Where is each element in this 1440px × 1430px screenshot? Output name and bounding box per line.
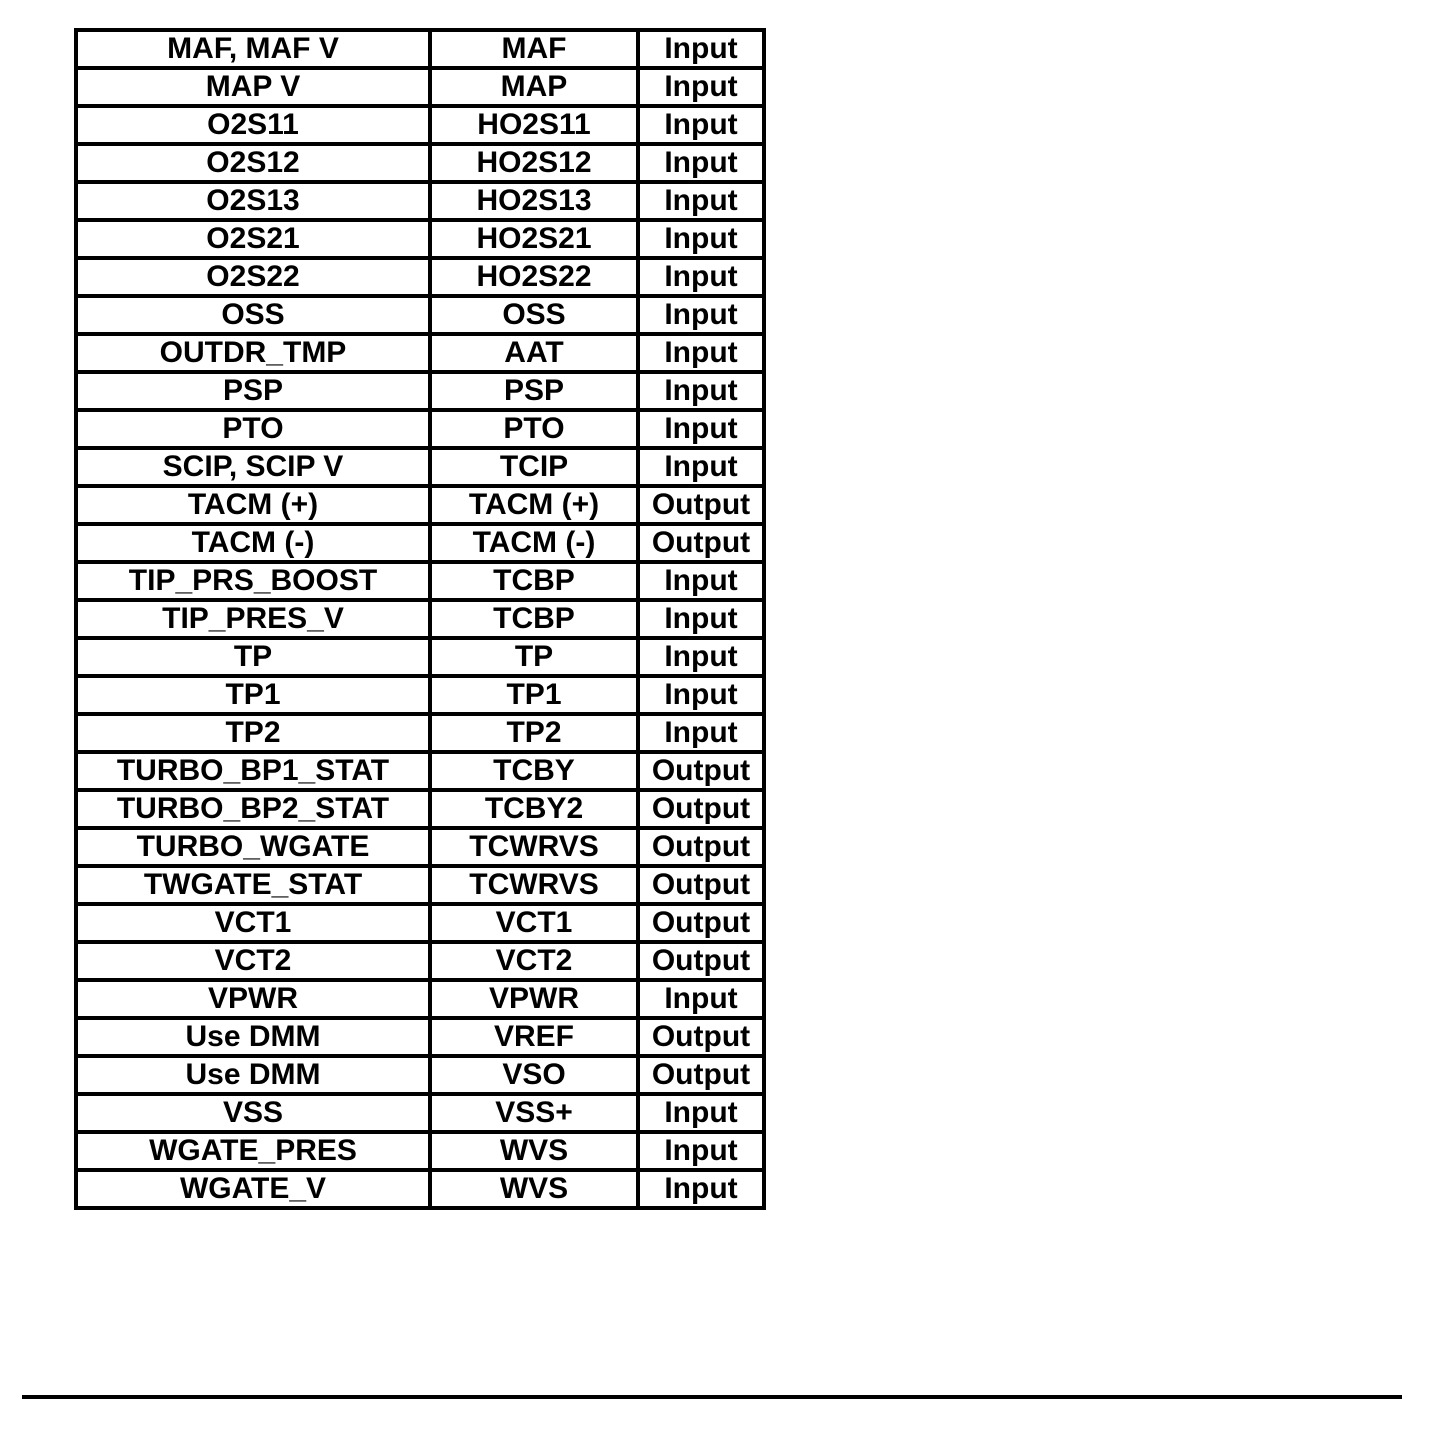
signal-direction-cell: Input [638, 562, 764, 600]
pcm-pin-name-cell: VCT2 [430, 942, 638, 980]
scan-tool-parameter-cell: OSS [76, 296, 430, 334]
pcm-pin-name-cell: HO2S11 [430, 106, 638, 144]
table-row [76, 828, 764, 866]
page-bottom-rule [22, 1395, 1402, 1399]
signal-direction-cell: Input [638, 714, 764, 752]
scan-tool-parameter-cell: TP1 [76, 676, 430, 714]
scan-tool-parameter-cell: O2S22 [76, 258, 430, 296]
scan-tool-parameter-cell: PTO [76, 410, 430, 448]
scan-tool-parameter-cell: TACM (-) [76, 524, 430, 562]
table-row [76, 296, 764, 334]
pcm-pin-name-cell: TCWRVS [430, 828, 638, 866]
signal-direction-cell: Input [638, 410, 764, 448]
pcm-pin-name-cell: HO2S22 [430, 258, 638, 296]
pcm-pin-name-cell: HO2S21 [430, 220, 638, 258]
scan-tool-parameter-cell: Use DMM [76, 1056, 430, 1094]
signal-direction-cell: Output [638, 790, 764, 828]
scan-tool-parameter-cell: O2S13 [76, 182, 430, 220]
pcm-pin-name-cell: VCT1 [430, 904, 638, 942]
signal-direction-cell: Output [638, 524, 764, 562]
pcm-pin-name-cell: HO2S13 [430, 182, 638, 220]
pcm-pin-name-cell: MAF [430, 30, 638, 68]
table-row [76, 714, 764, 752]
scan-tool-parameter-cell: TURBO_BP2_STAT [76, 790, 430, 828]
table-row [76, 790, 764, 828]
scan-tool-parameter-cell: O2S21 [76, 220, 430, 258]
table-row [76, 1094, 764, 1132]
table-row [76, 638, 764, 676]
signal-direction-cell: Input [638, 448, 764, 486]
signal-direction-cell: Output [638, 752, 764, 790]
signal-direction-cell: Input [638, 296, 764, 334]
pcm-pin-name-cell: TCBP [430, 562, 638, 600]
signal-direction-cell: Input [638, 600, 764, 638]
signal-direction-cell: Input [638, 980, 764, 1018]
scan-tool-parameter-cell: VSS [76, 1094, 430, 1132]
table-row [76, 600, 764, 638]
pcm-pin-name-cell: TCIP [430, 448, 638, 486]
table-row [76, 220, 764, 258]
table-row [76, 1170, 764, 1208]
scan-tool-parameter-cell: MAF, MAF V [76, 30, 430, 68]
signal-direction-cell: Output [638, 1018, 764, 1056]
signal-direction-cell: Output [638, 828, 764, 866]
scan-tool-parameter-cell: O2S12 [76, 144, 430, 182]
scan-tool-parameter-cell: TIP_PRES_V [76, 600, 430, 638]
table-row [76, 448, 764, 486]
table-row [76, 334, 764, 372]
scan-tool-parameter-cell: VCT1 [76, 904, 430, 942]
table-row [76, 486, 764, 524]
scan-tool-parameter-cell: OUTDR_TMP [76, 334, 430, 372]
scan-tool-parameter-cell: PSP [76, 372, 430, 410]
pcm-pin-name-cell: VSO [430, 1056, 638, 1094]
table-row [76, 980, 764, 1018]
pcm-pin-name-cell: TACM (+) [430, 486, 638, 524]
table-row [76, 144, 764, 182]
scan-tool-parameter-cell: WGATE_PRES [76, 1132, 430, 1170]
pcm-pin-name-cell: VPWR [430, 980, 638, 1018]
signal-direction-cell: Input [638, 676, 764, 714]
pcm-pin-name-cell: TP1 [430, 676, 638, 714]
signal-direction-cell: Output [638, 904, 764, 942]
table-row [76, 524, 764, 562]
scan-tool-parameter-cell: Use DMM [76, 1018, 430, 1056]
table-row [76, 372, 764, 410]
signal-direction-cell: Input [638, 220, 764, 258]
signal-direction-cell: Input [638, 182, 764, 220]
pcm-pin-name-cell: MAP [430, 68, 638, 106]
pcm-pin-name-cell: VREF [430, 1018, 638, 1056]
pcm-pin-name-cell: PTO [430, 410, 638, 448]
table-row [76, 562, 764, 600]
scan-tool-parameter-cell: TIP_PRS_BOOST [76, 562, 430, 600]
pcm-pin-name-cell: AAT [430, 334, 638, 372]
pcm-pin-name-cell: TCWRVS [430, 866, 638, 904]
table-row [76, 30, 764, 68]
signal-direction-cell: Input [638, 1132, 764, 1170]
scan-tool-parameter-cell: O2S11 [76, 106, 430, 144]
signal-direction-cell: Input [638, 30, 764, 68]
pcm-pin-name-cell: PSP [430, 372, 638, 410]
table-row [76, 182, 764, 220]
pcm-pin-name-cell: HO2S12 [430, 144, 638, 182]
pcm-pin-name-cell: VSS+ [430, 1094, 638, 1132]
table-row [76, 258, 764, 296]
table-row [76, 676, 764, 714]
scan-tool-parameter-cell: TACM (+) [76, 486, 430, 524]
signal-direction-cell: Input [638, 144, 764, 182]
pid-reference-table [74, 28, 766, 1210]
pcm-pin-name-cell: TCBP [430, 600, 638, 638]
table-row [76, 904, 764, 942]
pcm-pin-name-cell: OSS [430, 296, 638, 334]
pcm-pin-name-cell: WVS [430, 1132, 638, 1170]
table-row [76, 1056, 764, 1094]
signal-direction-cell: Output [638, 1056, 764, 1094]
signal-direction-cell: Output [638, 866, 764, 904]
signal-direction-cell: Input [638, 372, 764, 410]
signal-direction-cell: Input [638, 334, 764, 372]
scan-tool-parameter-cell: TP2 [76, 714, 430, 752]
pcm-pin-name-cell: TCBY [430, 752, 638, 790]
scan-tool-parameter-cell: TURBO_WGATE [76, 828, 430, 866]
table-row [76, 410, 764, 448]
table-row [76, 68, 764, 106]
table-row [76, 942, 764, 980]
scan-tool-parameter-cell: SCIP, SCIP V [76, 448, 430, 486]
scan-tool-parameter-cell: VPWR [76, 980, 430, 1018]
scan-tool-parameter-cell: MAP V [76, 68, 430, 106]
table-row [76, 1132, 764, 1170]
signal-direction-cell: Input [638, 68, 764, 106]
signal-direction-cell: Input [638, 1094, 764, 1132]
scan-tool-parameter-cell: VCT2 [76, 942, 430, 980]
signal-direction-cell: Input [638, 1170, 764, 1208]
scan-tool-parameter-cell: TP [76, 638, 430, 676]
pid-table-body [76, 30, 764, 1208]
table-row [76, 1018, 764, 1056]
pcm-pin-name-cell: TACM (-) [430, 524, 638, 562]
signal-direction-cell: Input [638, 106, 764, 144]
scan-tool-parameter-cell: TWGATE_STAT [76, 866, 430, 904]
table-row [76, 106, 764, 144]
pcm-pin-name-cell: TCBY2 [430, 790, 638, 828]
signal-direction-cell: Output [638, 942, 764, 980]
signal-direction-cell: Output [638, 486, 764, 524]
table-row [76, 866, 764, 904]
table-row [76, 752, 764, 790]
signal-direction-cell: Input [638, 258, 764, 296]
pcm-pin-name-cell: TP2 [430, 714, 638, 752]
pcm-pin-name-cell: TP [430, 638, 638, 676]
signal-direction-cell: Input [638, 638, 764, 676]
scan-tool-parameter-cell: WGATE_V [76, 1170, 430, 1208]
scan-tool-parameter-cell: TURBO_BP1_STAT [76, 752, 430, 790]
pcm-pin-name-cell: WVS [430, 1170, 638, 1208]
